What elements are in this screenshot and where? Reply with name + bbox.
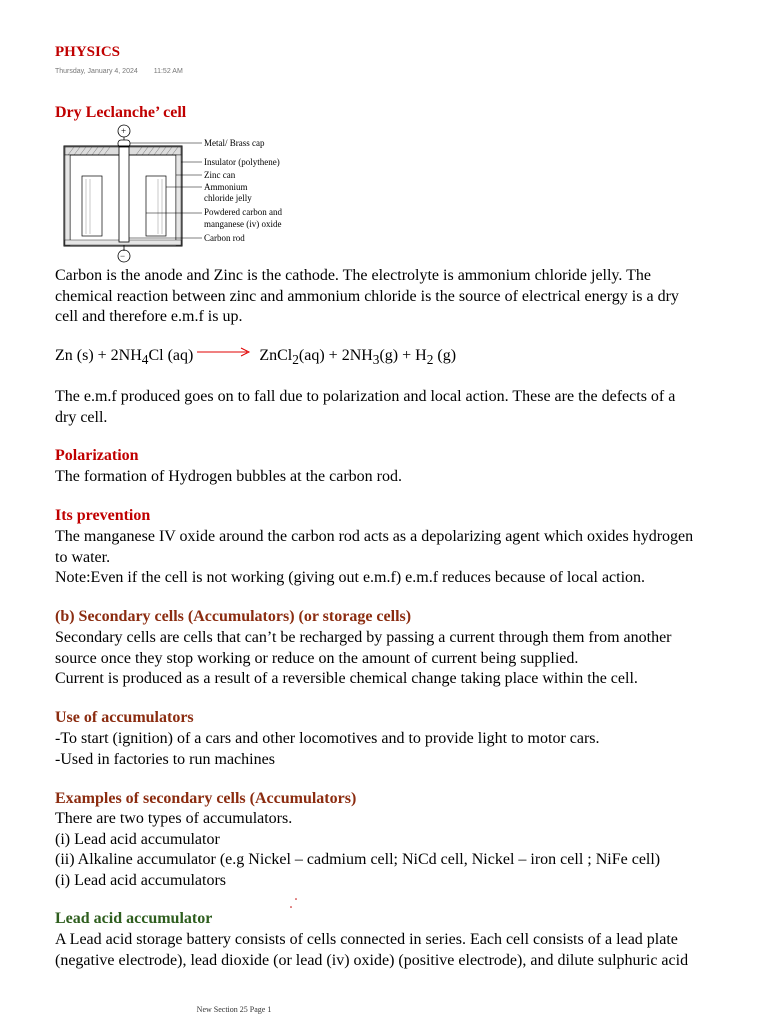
label-ammonium: Ammonium bbox=[204, 182, 248, 192]
prevention-heading: Its prevention bbox=[55, 507, 151, 524]
label-powdered-carbon: Powdered carbon and bbox=[204, 207, 282, 217]
use-paragraph: -To start (ignition) of a cars and other locomotives and to provide light to motor cars. -Used in factories to run machines bbox=[55, 730, 600, 768]
label-zinc-can: Zinc can bbox=[204, 170, 236, 180]
label-carbon-rod: Carbon rod bbox=[204, 233, 245, 243]
carbon-rod bbox=[119, 147, 129, 242]
page-footer-label: New Section 25 Page 1 bbox=[196, 1005, 272, 1014]
examples-paragraph: There are two types of accumulators. (i) Lead acid accumulator (ii) Alkaline accumulator (e.g Nickel – cadmium cell; NiCd cell, Nickel – iron cell ; NiFe cell) (i) Lead acid accumulators bbox=[55, 810, 661, 889]
label-insulator: Insulator (polythene) bbox=[204, 157, 280, 167]
secondary-cells-heading: (b) Secondary cells (Accumulators) (or storage cells) bbox=[55, 608, 412, 625]
lead-acid-paragraph: A Lead acid storage battery consists of cells connected in series. Each cell consists of a lead plate (negative electrode), lead dioxide (or lead (iv) oxide) (positive electrode), and dilute sulphuric acid bbox=[55, 931, 689, 969]
page-footer bbox=[0, 1005, 768, 1014]
page-timestamp bbox=[55, 68, 197, 75]
lead-acid-heading: Lead acid accumulator bbox=[55, 910, 213, 927]
leclanche-cell-diagram bbox=[60, 124, 320, 264]
stray-marks bbox=[288, 896, 298, 908]
label-brass-cap: Metal/ Brass cap bbox=[204, 138, 265, 148]
reaction-equation: Zn $(s) + 2NH_4Cl$ (aq) ZnCl$_2$(aq) + $2NH_3(g) + H_2$ (g) bbox=[55, 347, 456, 368]
polarization-text: The formation of Hydrogen bubbles at the carbon rod. bbox=[55, 468, 403, 485]
leclanche-heading: Dry Leclanche’ cell bbox=[55, 104, 187, 121]
intro-paragraph: Carbon is the anode and Zinc is the cathode. The electrolyte is ammonium chloride jelly. The chemical reaction between zinc and ammonium chloride is the source of electrical energy is a dry cell and therefore e.m.f is up. bbox=[55, 267, 679, 325]
label-chloride-jelly: chloride jelly bbox=[204, 193, 252, 203]
emf-paragraph: The e.m.f produced goes on to fall due to polarization and local action. These are the defects of a dry cell. bbox=[55, 388, 676, 426]
page-time: 11:52 AM bbox=[153, 68, 183, 75]
label-manganese-oxide: manganese (iv) oxide bbox=[204, 219, 282, 229]
negative-sign: − bbox=[120, 251, 126, 261]
secondary-cells-paragraph: Secondary cells are cells that can’t be recharged by passing a current through them from another source once they stop working or reduce on the amount of current being supplied. Current is produced as a result of a reversible chemical change taking place within the cell. bbox=[55, 629, 672, 687]
use-heading: Use of accumulators bbox=[55, 709, 194, 726]
page-date: Thursday, January 4, 2024 bbox=[55, 68, 138, 75]
polarization-heading: Polarization bbox=[55, 447, 139, 464]
arrow-icon bbox=[197, 344, 255, 362]
page-title: PHYSICS bbox=[55, 44, 121, 60]
examples-heading: Examples of secondary cells (Accumulators) bbox=[55, 790, 357, 807]
prevention-paragraph: The manganese IV oxide around the carbon rod acts as a depolarizing agent which oxides hydrogen to water. Note:Even if the cell is not working (giving out e.m.f) e.m.f reduces because of local action. bbox=[55, 528, 694, 586]
positive-sign: + bbox=[121, 126, 127, 136]
